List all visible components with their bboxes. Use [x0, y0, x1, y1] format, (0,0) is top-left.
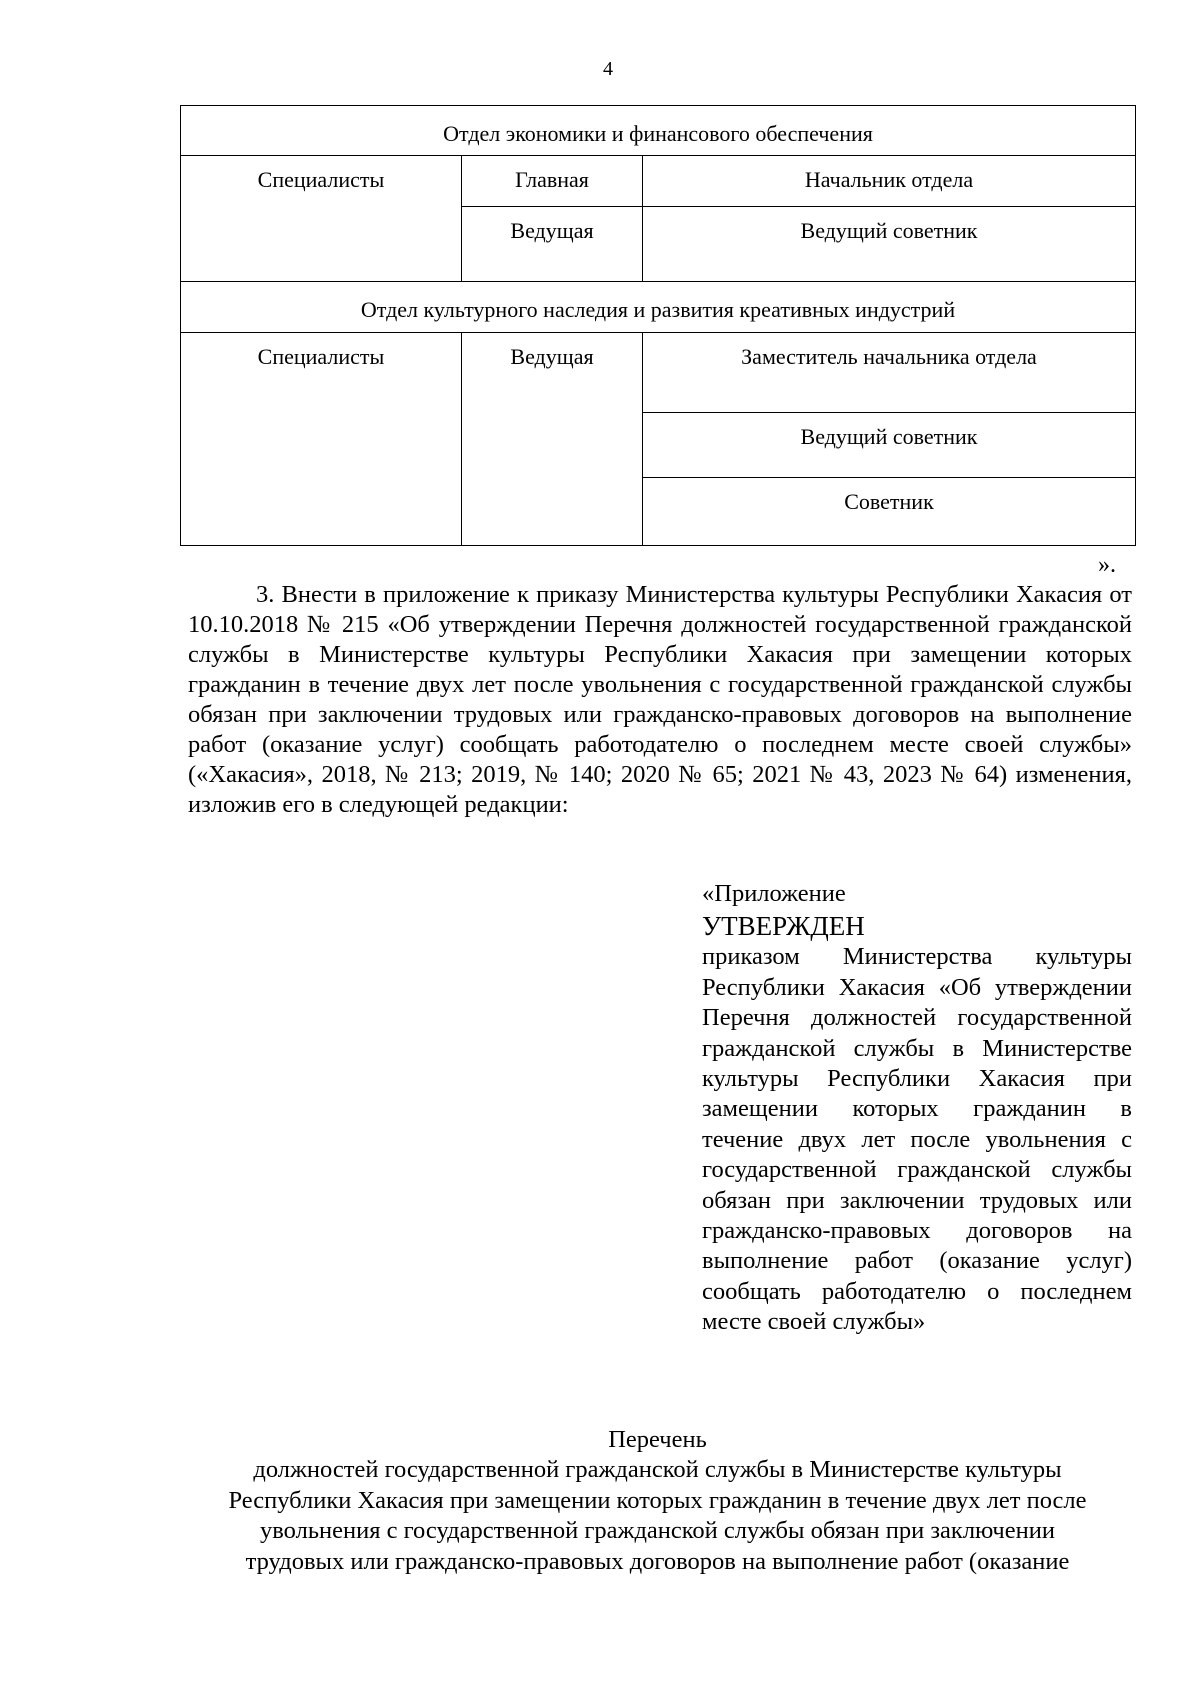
- group-cell: Ведущая: [462, 207, 643, 282]
- amendment-paragraph: 3. Внести в приложение к приказу Министерства культуры Республики Хакасия от 10.10.2018 № 215 «Об утверждении Перечня должностей государственной гражданской службы в Министерстве культуры Республики Хакасия при замещении которых гражданин в течение двух лет после увольнения с государственной гражданской службы обязан при заключении трудовых или гражданско-правовых договоров на выполнение работ (оказание услуг) сообщать работодателю о последнем месте своей службы» («Хакасия», 2018, № 213; 2019, № 140; 2020 № 65; 2021 № 43, 2023 № 64) изменения, изложив его в следующей редакции:: [188, 581, 1132, 818]
- list-title-line: Республики Хакасия при замещении которых гражданин в течение двух лет после: [228, 1486, 1087, 1514]
- position-cell: Ведущий советник: [643, 413, 1136, 478]
- department-header: Отдел экономики и финансового обеспечения: [181, 106, 1136, 156]
- list-title: [180, 1425, 1135, 1577]
- list-title-line: трудовых или гражданско-правовых договоров на выполнение работ (оказание: [245, 1547, 1070, 1575]
- list-title-line: увольнения с государственной гражданской службы обязан при заключении: [260, 1517, 1055, 1545]
- group-cell: Ведущая: [462, 333, 643, 546]
- closing-quote: ».: [1098, 552, 1116, 578]
- page-number: 4: [603, 58, 613, 80]
- list-title-line: должностей государственной гражданской службы в Министерстве культуры: [253, 1456, 1062, 1484]
- position-cell: Ведущий советник: [643, 207, 1136, 282]
- group-cell: Главная: [462, 156, 643, 207]
- position-cell: Заместитель начальника отдела: [643, 333, 1136, 413]
- approval-basis: приказом Министерства культуры Республики Хакасия «Об утверждении Перечня должностей государственной гражданской службы в Министерстве культуры Республики Хакасия при замещении которых гражданин в течение двух лет после увольнения с государственной гражданской службы обязан при заключении трудовых или гражданско-правовых договоров на выполнение работ (оказание услуг) сообщать работодателю о последнем месте своей службы»: [702, 943, 1132, 1336]
- category-cell: Специалисты: [181, 156, 462, 282]
- approved-label: УТВЕРЖДЕН: [702, 911, 865, 942]
- table-row: [181, 282, 1136, 333]
- table-row: [181, 156, 1136, 207]
- table-row: [181, 333, 1136, 413]
- table-row: [181, 106, 1136, 156]
- positions-table: [180, 105, 1136, 546]
- position-cell: Начальник отдела: [643, 156, 1136, 207]
- position-cell: Советник: [643, 478, 1136, 546]
- category-cell: Специалисты: [181, 333, 462, 546]
- appendix-label: «Приложение: [702, 880, 846, 907]
- appendix-approval-block: [702, 879, 1132, 1338]
- department-header: Отдел культурного наследия и развития креативных индустрий: [181, 282, 1136, 333]
- list-heading: Перечень: [608, 1426, 707, 1453]
